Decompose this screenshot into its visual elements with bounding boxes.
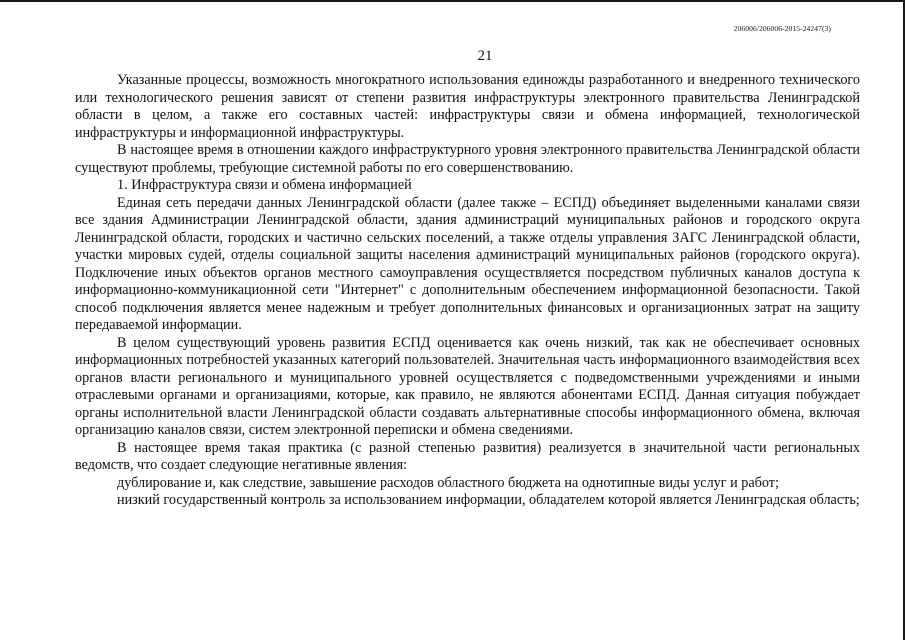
page-number: 21 [477,48,493,64]
list-item-low-control: низкий государственный контроль за использованием информации, обладателем которой является Ленинградская область; [117,492,860,508]
paragraph-practice: В настоящее время такая практика (с разной степенью развития) реализуется в значительной части региональных ведомств, что создает следующие негативные явления: [75,439,860,473]
paragraph-processes: Указанные процессы, возможность многократного использования единожды разработанного и внедренного технического или технологического решения зависят от степени развития инфраструктуры электронного правительства Ленинградской области в целом, а также его составных частей: инфраструктуры связи и обмена информацией, технологической инфраструктуры и информационной инфраструктуры. [75,72,860,141]
scan-top-edge [0,0,905,2]
paragraph-espd-network: Единая сеть передачи данных Ленинградской области (далее также – ЕСПД) объединяет выделенными каналами связи все здания Администрации Ленинградской области, здания администраций муниципальных районов и городского округа Ленинградской области, городских и частично сельских поселений, а также отделы управления ЗАГС Ленинградской области, участки мировых судей, отделы социальной защиты населения администраций муниципальных районов (городского округа). Подключение иных объектов органов местного самоуправления осуществляется посредством публичных каналов доступа к информационно-коммуникационной сети "Интернет" с дополнительным обеспечением информационной безопасности. Такой способ подключения является менее надежным и требует дополнительных финансовых и организационных затрат на защиту передаваемой информации. [75,194,860,333]
paragraph-espd-level: В целом существующий уровень развития ЕСПД оценивается как очень низкий, так как не обеспечивает основных информационных потребностей указанных категорий пользователей. Значительная часть информационного взаимодействия всех органов власти регионального и муниципального уровней осуществляется с подведомственными учреждениями и иными отраслевыми органами и организациями, которые, как правило, не являются абонентами ЕСПД. Данная ситуация побуждает органы исполнительной власти Ленинградской области создавать альтернативные способы информационного обмена, включая организацию каналов связи, систем электронной переписки и обмена сведениями. [75,334,860,438]
document-body [75,72,860,510]
paragraph-current-problems: В настоящее время в отношении каждого инфраструктурного уровня электронного правительства Ленинградской области существуют проблемы, требующие системной работы по его совершенствованию. [75,142,860,176]
list-item-duplication: дублирование и, как следствие, завышение расходов областного бюджета на однотипные виды услуг и работ; [117,474,779,491]
section-heading: 1. Инфраструктура связи и обмена информацией [117,177,412,193]
document-code: 206006/206006-2015-24247(3) [733,24,831,33]
